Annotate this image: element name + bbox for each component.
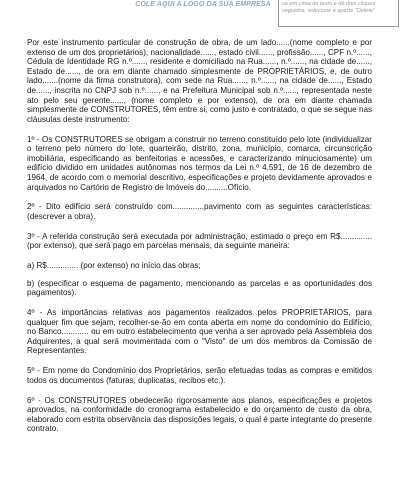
paragraph-clause-6: 6º - Os CONSTRUTORES obedecerão rigorosamente aos planos, especificações e projetos aprovados, na conformidade do cronograma estabelecido e do orçamento de custo da obra, elaborado com estrita observância das disposições legais, o qual é parte integrante do presente contrato. [27,395,372,434]
paragraph-preamble: Por este instrumento particular de construção de obra, de um lado......(nome completo e por extenso de um dos proprietários), nacionalidade......, estado civil......, profissão......, CPF n.º......, Cédula de Identidade RG n.º......, residente e domiciliado na Rua......, n.º......, na cidade de......, Estado de......, de ora em diante chamado simplesmente de PROPRIETÁRIOS, e, de outro lado,......(nome da firma construtora), com sede na Rua......, n.º......, na cidade de......, Estado de......, inscrita no CNPJ sob n.º......, e na Prefeitura Municipal sob n.º......, representada neste ato pelo seu gerente......, (nome completo e por extenso), de ora em diante chamada simplesmente de CONSTRUTORES, têm entre si, como justo e contratado, o que se segue nas cláusulas deste instrumento: [27,38,372,124]
paragraph-clause-1: 1º - Os CONSTRUTORES se obrigam a construir no terreno constituído pelo lote (individualizar o terreno pelo número do lote, quarteirão, distrito, zona, município, comarca, circunscrição imobiliária, especificando as benfeitorias e acessões, e caracterizando minuciosamente) um edifício dividido em unidades autônomas nos termos da Lei n.º 4.591, de 16 de dezembro de 1964, de acordo com o memorial descritivo, especificações e projeto devidamente aprovados e arquivados no Cartório de Registro de Imóveis do..........Ofício. [27,134,372,192]
instruction-note: se em cima do texto e dê dois cliques seguidos, selecione e aperte "Delete" [278,0,399,27]
logo-placeholder: COLE AQUI A LOGO DA SUA EMPRESA [135,1,271,8]
contract-body [27,38,372,444]
paragraph-clause-3: 3º - A referida construção será executada por administração, estimado o preço em R$..............(por extenso), que será pago em parcelas mensais, da seguinte maneira: [27,231,372,251]
paragraph-clause-3a: a) R$.............. (por extenso) no início das obras; [27,261,201,271]
paragraph-clause-3b: b) (especificar o esquema de pagamento, mencionando as parcelas e as oportunidades dos pagamentos). [27,278,372,298]
paragraph-clause-4: 4º - As importâncias relativas aos pagamentos realizados pelos PROPRIETÁRIOS, para qualquer fim que sejam, recolher-se-ão em conta aberta em nome do condomínio do Edifício, no Banco............ ou em outro estabelecimento que venha a ser aprovado pela Assembleia dos Adquirentes, a qual será movimentada com o "Visto" de um dos membros da Comissão de Representantes. [27,308,372,356]
paragraph-clause-2: 2º - Dito edifício será construído com..............pavimento com as seguintes características: (descrever a obra). [27,202,372,221]
paragraph-clause-5: 5º - Em nome do Condomínio dos Proprietários, serão efetuadas todas as compras e emitidos todos os documentos (faturas, duplicatas, recibos etc.). [27,366,372,385]
